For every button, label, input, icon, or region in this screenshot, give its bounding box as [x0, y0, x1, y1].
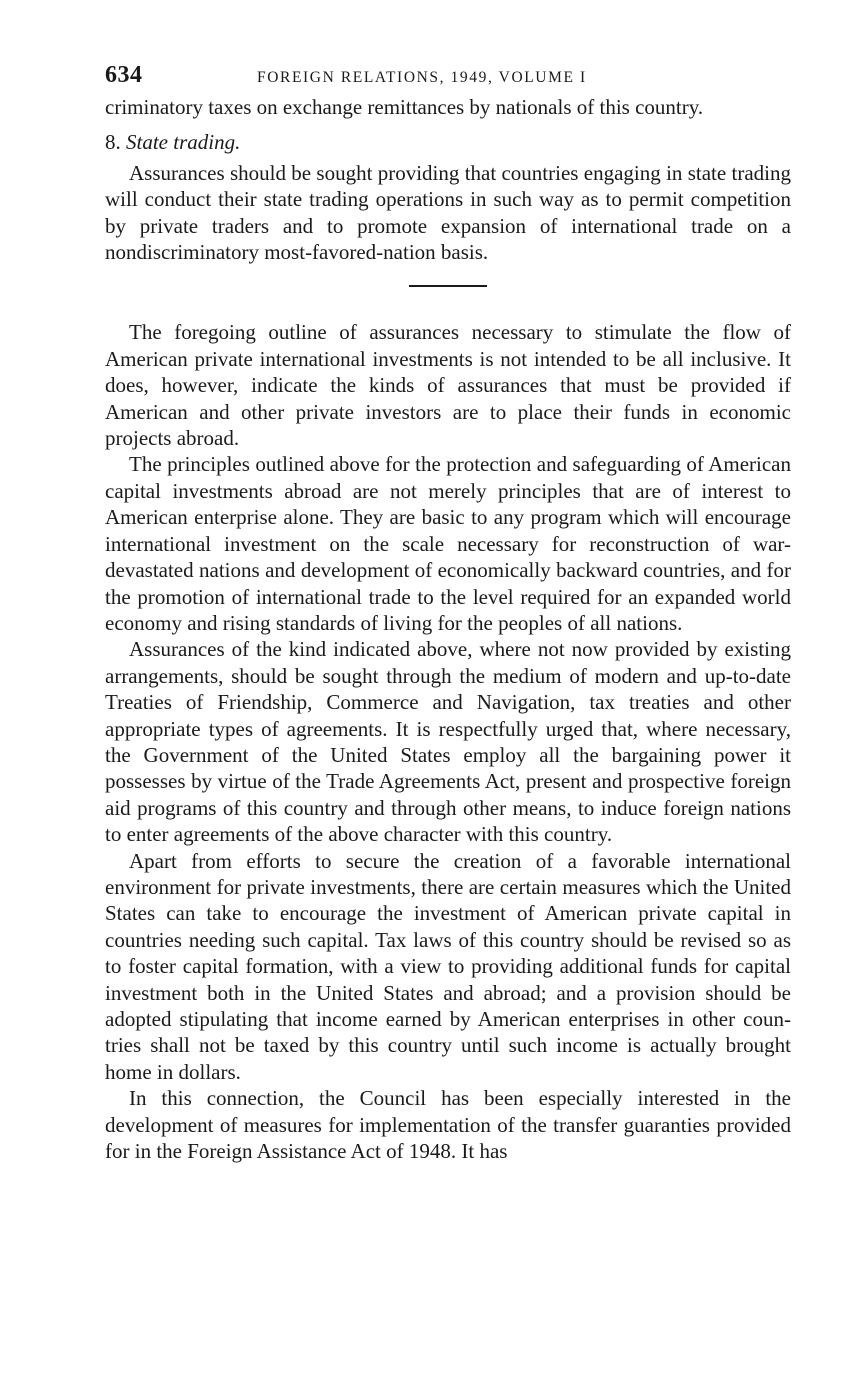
- paragraph-assurances: Assurances of the kind indicated above, where not now provided by existing arrangements, should be sought through the medium of modern and up-to-date Treaties of Friendship, Commerce and Navigation, tax treaties and other appropriate types of agreements. It is respectfully urged that, where necessary, the Government of the United States employ all the bargaining power it possesses by virtue of the Trade Agreements Act, present and prospective foreign aid programs of this country and through other means, to induce foreign nations to enter agreements of the above character with this country.: [105, 637, 791, 847]
- document-page: [105, 60, 791, 1164]
- paragraph-apart-from-efforts: Apart from efforts to secure the creation of a favorable international environment for private investments, there are certain measures which the United States can take to encourage the investment of American private capital in countries needing such capital. Tax laws of this country should be revised so as to foster capital formation, with a view to providing additional funds for capital investment both in the United States and abroad; and a provision should be adopted stipulating that income earned by American enterprises in other countries shall not be taxed by this country until such income is actually brought home in dollars.: [105, 848, 791, 1084]
- section-heading: [105, 129, 791, 155]
- paragraph-in-this-connection: In this connection, the Council has been especially interested in the development of measures for implementation of the transfer guaranties provided for in the Foreign Assistance Act of 1948. It has: [105, 1086, 791, 1164]
- paragraph-continued: criminatory taxes on exchange remittances by nationals of this country.: [105, 95, 704, 119]
- section-number: 8.: [105, 130, 121, 155]
- paragraph-foregoing-outline: The foregoing outline of assurances necessary to stimulate the flow of American private international investments is not intended to be all inclusive. It does, however, indicate the kinds of assurances that must be provided if American and other private investors are to place their funds in economic projects abroad.: [105, 320, 791, 451]
- paragraph-state-trading: Assurances should be sought providing that countries engaging in state trading will conduct their state trading operations in such way as to permit competition by private traders and to promote expansion of international trade on a nondiscriminatory most-favored-nation basis.: [105, 160, 791, 265]
- running-head: [105, 60, 791, 94]
- page-number: 634: [105, 62, 143, 88]
- running-head-title: FOREIGN RELATIONS, 1949, VOLUME I: [257, 69, 587, 86]
- paragraph-principles: The principles outlined above for the protection and safeguarding of American capital investments abroad are not merely principles that are of interest to American enterprise alone. They are basic to any program which will encourage international investment on the scale necessary for reconstruction of war-devastated nations and development of economically backward countries, and for the promotion of international trade to the level required for an expanded world economy and rising standards of living for the peoples of all nations.: [105, 452, 791, 635]
- section-divider: [409, 285, 487, 287]
- section-title: State trading.: [126, 130, 241, 155]
